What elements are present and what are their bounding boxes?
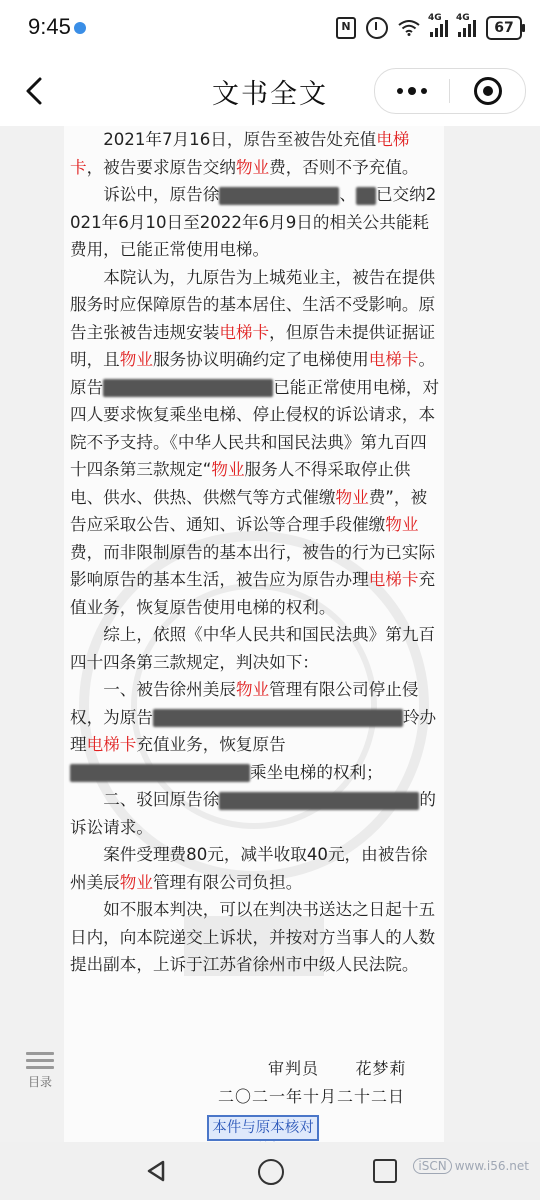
paragraph-text: 管理有限公司负担。 bbox=[152, 872, 303, 892]
signal-1-tag: 4G bbox=[428, 13, 442, 23]
more-button[interactable] bbox=[375, 69, 449, 113]
system-back-button[interactable] bbox=[144, 1159, 168, 1183]
highlighted-keyword: 物业 bbox=[211, 460, 245, 479]
paragraph-text: 综上，依照《中华人民共和国民法典》第九百四十四条第三款规定，判决如下： bbox=[70, 625, 436, 672]
paragraph-text: 、 bbox=[339, 185, 356, 204]
redacted-text bbox=[219, 792, 419, 810]
document-paragraph bbox=[70, 896, 442, 979]
paragraph-text: 费，而非限制原告的基本出行，被告的行为已实际影响原告的基本生活，被告应为原告办理 bbox=[70, 542, 436, 589]
list-icon bbox=[26, 1052, 54, 1069]
page-title: 文书全文 bbox=[212, 79, 328, 110]
judge-name: 花梦莉 bbox=[355, 1059, 407, 1078]
judge-title: 审判员 bbox=[268, 1059, 320, 1078]
highlighted-keyword: 物业 bbox=[385, 515, 419, 534]
paragraph-text: 费”，被告应采取公告、通知、诉讼等合理手段催缴 bbox=[70, 487, 428, 534]
wifi-icon bbox=[398, 20, 420, 36]
nav-bar bbox=[0, 56, 540, 126]
highlighted-keyword: 电梯卡 bbox=[86, 735, 137, 754]
highlighted-keyword: 物业 bbox=[235, 680, 270, 699]
paragraph-text: 费，否则不予充值。 bbox=[269, 157, 419, 177]
document-text bbox=[70, 126, 442, 979]
highlighted-keyword: 物业 bbox=[335, 487, 369, 507]
highlighted-keyword: 物业 bbox=[119, 350, 153, 369]
notification-dot-icon bbox=[74, 22, 86, 34]
site-badge: iSCN bbox=[413, 1158, 451, 1174]
highlighted-keyword: 电梯卡 bbox=[219, 322, 270, 342]
highlighted-keyword: 电梯卡 bbox=[70, 130, 410, 177]
signature-row bbox=[268, 1056, 407, 1079]
paragraph-text: 充值业务，恢复原告使用电梯的权利。 bbox=[70, 570, 436, 617]
more-dots-icon bbox=[397, 88, 403, 94]
paragraph-text: 案件受理费80元，减半收取40元，由被告徐州美辰 bbox=[70, 845, 428, 892]
document-paragraph bbox=[70, 181, 442, 264]
redacted-text bbox=[103, 379, 273, 397]
signal-2-icon bbox=[456, 13, 476, 37]
paragraph-text: ，被告要求原告交纳 bbox=[86, 157, 236, 177]
redacted-text bbox=[153, 709, 403, 727]
paragraph-text: 一、被告徐州美辰 bbox=[103, 680, 236, 699]
document-paragraph bbox=[70, 621, 442, 676]
redacted-text bbox=[356, 187, 376, 205]
target-close-icon bbox=[474, 77, 502, 105]
paragraph-text: 的诉讼请求。 bbox=[70, 790, 436, 837]
paragraph-text: 充值业务，恢复原告 bbox=[136, 735, 286, 754]
paragraph-text: 本院认为，九原告为上城苑业主，被告在提供服务时应保障原告的基本居住、生活不受影响。原告主张被告违规安装 bbox=[70, 267, 436, 342]
highlighted-keyword: 物业 bbox=[119, 872, 153, 892]
paragraph-text: 玲办理 bbox=[70, 707, 437, 754]
paragraph-text: 二、驳回原告徐 bbox=[103, 790, 220, 809]
verification-stamp: 本件与原本核对 bbox=[207, 1115, 319, 1141]
close-button[interactable] bbox=[450, 77, 525, 105]
paragraph-text: 诉讼中，原告徐 bbox=[103, 185, 220, 204]
paragraph-text: 。原告 bbox=[70, 350, 436, 397]
toc-button[interactable] bbox=[20, 1048, 60, 1090]
status-time: 9:45 bbox=[28, 14, 71, 39]
system-recents-button[interactable] bbox=[373, 1159, 397, 1183]
paragraph-text: 已交纳2021年6月10日至2022年6月9日的相关公共能耗费用，已能正常使用电梯。 bbox=[70, 185, 437, 259]
document-paragraph bbox=[70, 841, 442, 896]
battery-icon: 67 bbox=[486, 16, 522, 40]
signal-1-icon bbox=[428, 13, 448, 37]
paragraph-text: 2021年7月16日，原告至被告处充值 bbox=[103, 130, 377, 149]
status-icons bbox=[336, 14, 522, 42]
paragraph-text: 服务人不得采取停止供电、供水、供热、供燃气等方式催缴 bbox=[70, 460, 411, 507]
highlighted-keyword: 电梯卡 bbox=[368, 350, 419, 369]
paragraph-text: 已能正常使用电梯，对四人要求恢复乘坐电梯、停止侵权的诉讼请求，本院不予支持。《中华人民共和国民法典》第九百四十四条第三款规定“ bbox=[70, 377, 440, 479]
alarm-icon bbox=[366, 17, 388, 39]
redacted-text bbox=[70, 764, 250, 782]
paragraph-text: 服务协议明确约定了电梯使用 bbox=[152, 350, 369, 369]
site-url: www.i56.net bbox=[454, 1159, 529, 1173]
document-paragraph bbox=[70, 676, 442, 786]
toc-label: 目录 bbox=[27, 1075, 52, 1089]
redacted-text bbox=[219, 187, 339, 205]
document-margin-right bbox=[444, 126, 540, 1142]
signal-2-tag: 4G bbox=[456, 13, 470, 23]
judgment-date: 二〇二一年十月二十二日 bbox=[218, 1087, 406, 1106]
system-nav-bar bbox=[0, 1142, 540, 1200]
triangle-back-icon bbox=[144, 1159, 168, 1183]
highlighted-keyword: 电梯卡 bbox=[368, 570, 419, 589]
system-home-button[interactable] bbox=[258, 1159, 284, 1185]
document-paragraph bbox=[70, 786, 442, 841]
document-margin-left bbox=[0, 126, 64, 1142]
nfc-icon: N bbox=[336, 17, 356, 39]
site-watermark bbox=[413, 1158, 532, 1174]
paragraph-text: 乘坐电梯的权利； bbox=[250, 762, 383, 782]
paragraph-text: ，但原告未提供证据证明，且 bbox=[70, 322, 436, 369]
status-bar bbox=[0, 0, 540, 56]
mini-program-capsule bbox=[374, 68, 526, 114]
document-paragraph bbox=[70, 264, 442, 622]
highlighted-keyword: 物业 bbox=[235, 157, 270, 177]
paragraph-text: 管理有限公司停止侵权，为原告 bbox=[70, 680, 419, 727]
document-paragraph bbox=[70, 126, 442, 181]
paragraph-text: 如不服本判决，可以在判决书送达之日起十五日内，向本院递交上诉状，并按对方当事人的人数提出副本，上诉于江苏省徐州市中级人民法院。 bbox=[70, 900, 436, 974]
